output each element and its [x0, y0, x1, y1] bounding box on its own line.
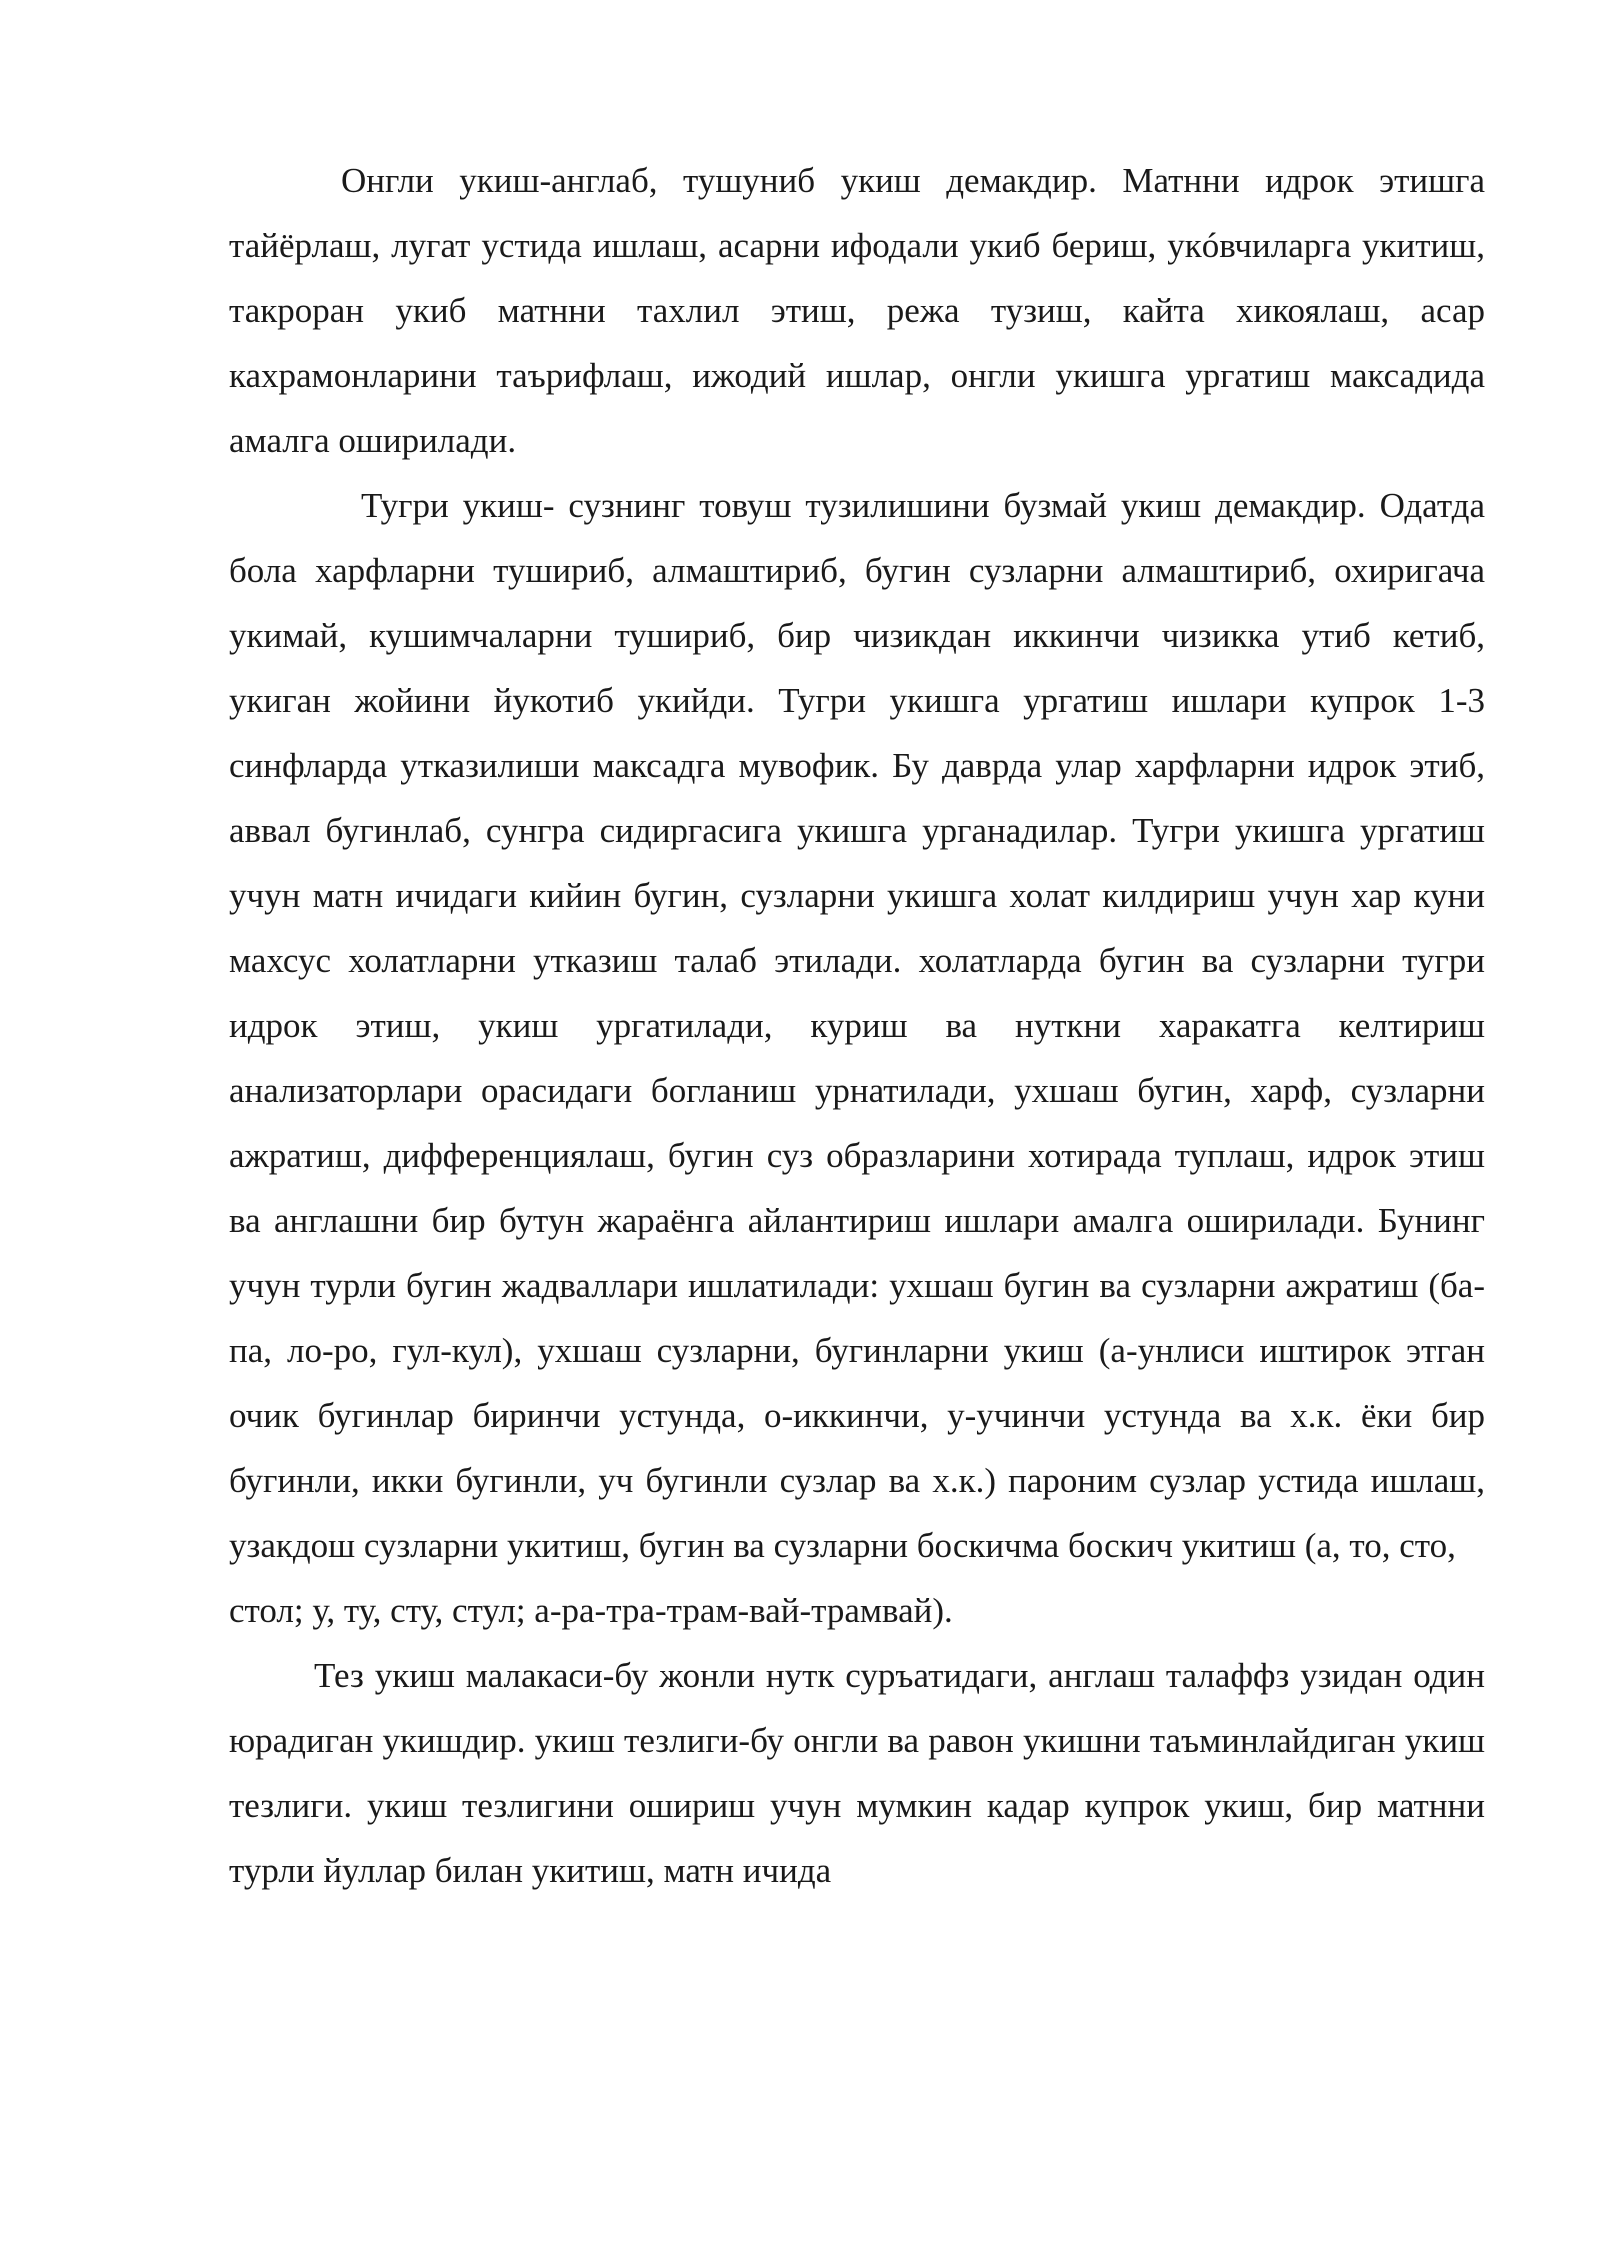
- paragraph-fast-reading: Тез укиш малакаси-бу жонли нутк суръатидаги, англаш талаффз узидан один юрадиган укишдир. укиш тезлиги-бу онгли ва равон укишни таъминлайдиган укиш тезлиги. укиш тезлигини ошириш учун мумкин кадар купрок укиш, бир матнни турли йуллар билан укитиш, матн ичида: [229, 1656, 1485, 1890]
- paragraph-syllable-example: стол; у, ту, сту, стул; а-ра-тра-трам-вай-трамвай).: [229, 1591, 953, 1630]
- paragraph-correct-reading: Тугри укиш- сузнинг товуш тузилишини бузмай укиш демакдир. Одатда бола харфларни тушириб, алмаштириб, бугин сузларни алмаштириб, охиригача укимай, кушимчаларни тушириб, бир чизикдан иккинчи чизикка утиб кетиб, укиган жойини йукотиб укийди. Тугри укишга ургатиш ишлари купрок 1-3 синфларда утказилиши максадга мувофик. Бу даврда улар харфларни идрок этиб, аввал бугинлаб, сунгра сидиргасига укишга урганадилар. Тугри укишга ургатиш учун матн ичидаги кийин бугин, сузларни укишга холат килдириш учун хар куни махсус холатларни утказиш талаб этилади. холатларда бугин ва сузларни тугри идрок этиш, укиш ургатилади, куриш ва нуткни харакатга келтириш анализаторлари орасидаги богланиш урнатилади, ухшаш бугин, харф, сузларни ажратиш, дифференциялаш, бугин суз образларини хотирада туплаш, идрок этиш ва англашни бир бутун жараёнга айлантириш ишлари амалга оширилади. Бунинг учун турли бугин жадваллари ишлатилади: ухшаш бугин ва сузларни ажратиш (ба-па, ло-ро, гул-кул), ухшаш сузларни, бугинларни укиш (а-унлиси иштирок этган очик бугинлар биринчи устунда, о-иккинчи, у-учинчи устунда ва х.к. ёки бир бугинли, икки бугинли, уч бугинли сузлар ва х.к.) пароним сузлар устида ишлаш, узакдош сузларни укитиш, бугин ва сузларни боскичма боскич укитиш (а, то, сто,: [229, 486, 1485, 1565]
- paragraph-conscious-reading: Онгли укиш-англаб, тушуниб укиш демакдир. Матнни идрок этишга тайёрлаш, лугат устида ишлаш, асарни ифодали укиб бериш, укóвчиларга укитиш, такроран укиб матнни тахлил этиш, режа тузиш, кайта хикоялаш, асар кахрамонларини таърифлаш, ижодий ишлар, онгли укишга ургатиш максадида амалга оширилади.: [229, 161, 1485, 460]
- document-body: [229, 148, 1485, 1903]
